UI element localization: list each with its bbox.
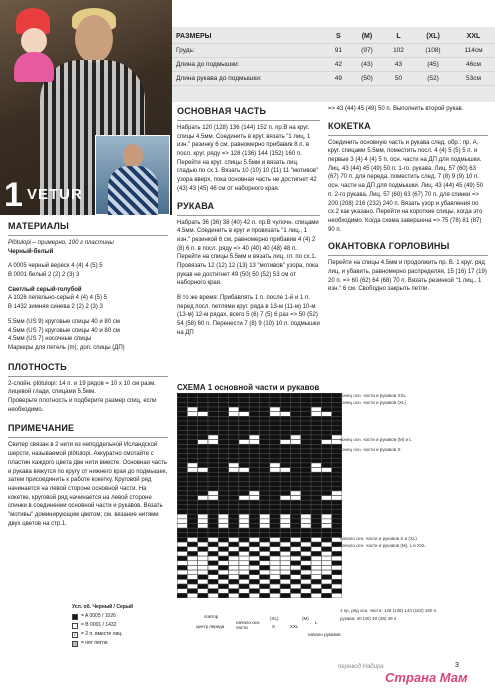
black-white-a: A 0005 черный вереск 4 (4) 4 (5) 5 (8, 263, 103, 270)
chart-cell-white (198, 412, 208, 416)
chart-cell-white (219, 580, 229, 584)
chart-cell-white (219, 552, 229, 556)
label-s-xl-start: начало осн. части и рукавов S и (XL) (340, 536, 417, 541)
chart-cell-white (239, 552, 249, 556)
chart-cell-white (270, 407, 280, 411)
body-text: Набрать 120 (128) 136 (144) 152 п. пр.В на круг. спицы 4.5мм. Соединить в круг, вязать "1 лиц, 1 изн." резинку 6 см, равномерно прибавив 8 п. в посл. круг. ряду => 128 (136) 144 (152) 160 п. Перейти на круг. спицы 5.5мм и вязать лиц. гладью по сх.1. Вязать 10 (10) 10 (11) 11 "мотивов" узора вверх, пока основная часть не достигнет 42 (43) 43 (45) 46 см от наборного края. (177, 125, 319, 192)
legend-item: / = 2 п. вместе лиц. (72, 630, 172, 639)
chart-cell-white (291, 538, 301, 542)
chart-cell-white (280, 561, 290, 565)
logo-doll-icon (4, 8, 66, 86)
chart-cell-white (280, 519, 290, 523)
chart-cell-white (249, 440, 259, 444)
neck-heading: ОКАНТОВКА ГОРЛОВИНЫ (328, 240, 488, 256)
chart-cell-white (198, 566, 208, 570)
chart-cell-white (177, 524, 187, 528)
legend-swatch-black (72, 614, 78, 620)
chart-cell-white (301, 561, 311, 565)
chart-cell-white (270, 594, 280, 598)
chart-cell-white (311, 463, 321, 467)
label-body-start: начало осн. части (236, 620, 261, 630)
chart-cell-white (291, 435, 301, 439)
chart-cell-white (322, 566, 332, 570)
chart-cell-white (280, 468, 290, 472)
chart-cell-white (311, 575, 321, 579)
model-head (75, 15, 113, 63)
chart-cell-white (291, 584, 301, 588)
chart-cell-white (198, 440, 208, 444)
chart-cell-white (249, 538, 259, 542)
table-row: Длина рукава до подмышки: 49 (50) 50 (52) 53см (172, 72, 495, 86)
markers: Маркеры для петель (m); доп. спицы (ДП) (8, 344, 125, 351)
chart-cell-white (219, 589, 229, 593)
chart-cell-white (208, 435, 218, 439)
chart-cell-white (301, 514, 311, 518)
black-white-title: Черный-белый (8, 248, 54, 255)
chart-cell-white (208, 575, 218, 579)
sleeve-continued: => 43 (44) 45 (49) 50 п. Выполнить второй рукав. (328, 106, 464, 112)
density-text: 2-слойн. plötulopi: 14 п. и 19 рядов = 10 х 10 см разм. лицевой глади, спицами 5.5мм. (8, 380, 156, 396)
chart-cell-white (239, 524, 249, 528)
chart-cell-white (229, 561, 239, 565)
chart-cell-white (188, 412, 198, 416)
chart-cell-white (229, 570, 239, 574)
chart-cell-white (311, 556, 321, 560)
pattern-number: 1 (4, 176, 23, 214)
chart-cell-white (280, 566, 290, 570)
label-m-l-xxl-start: начало осн. части и рукавов (M), L и XXL (340, 543, 426, 548)
label-m: (M) (302, 616, 309, 621)
chart-cell-white (301, 580, 311, 584)
chart-cell-white (301, 552, 311, 556)
chart-cell-white (249, 496, 259, 500)
chart-cell-white (208, 491, 218, 495)
chart-cell-white (270, 584, 280, 588)
label-m-l-end: конец осн. части и рукавов (M) и L (340, 437, 412, 442)
chart-cell-white (322, 519, 332, 523)
yoke-heading: КОКЕТКА (328, 120, 488, 136)
chart-cell-white (208, 566, 218, 570)
chart-cell-white (208, 496, 218, 500)
chart-cell-white (260, 524, 270, 528)
chart-cell-white (291, 566, 301, 570)
chart-cell-white (260, 552, 270, 556)
body-heading: ОСНОВНАЯ ЧАСТЬ (177, 105, 320, 121)
chart-cell-white (332, 566, 342, 570)
chart-cell-white (260, 561, 270, 565)
chart-cell-white (270, 570, 280, 574)
chart-cell-white (270, 561, 280, 565)
chart-cell-white (280, 514, 290, 518)
chart-cell-white (188, 407, 198, 411)
chart-cell-white (322, 496, 332, 500)
chart-cell-white (311, 468, 321, 472)
chart-cell-white (311, 547, 321, 551)
chart-cell-white (229, 468, 239, 472)
chart-cell-white (229, 575, 239, 579)
chart-cell-white (249, 547, 259, 551)
chart-cell-white (270, 538, 280, 542)
chart-cell-white (229, 412, 239, 416)
chart-cell-white (291, 575, 301, 579)
right-column (328, 105, 488, 294)
size-table (172, 27, 495, 102)
chart-cell-white (208, 584, 218, 588)
density-note: Проверьте плотность и подберите размер спиц, если необходимо. (8, 398, 157, 413)
chart-cell-white (249, 556, 259, 560)
grey-blue-b: B 1432 зимняя синева 2 (2) 2 (3) 3 (8, 304, 103, 311)
translator-watermark: перевод Надира (338, 664, 384, 670)
chart-cell-white (188, 538, 198, 542)
chart-cell-white (280, 589, 290, 593)
chart-cell-white (270, 547, 280, 551)
chart-cell-white (332, 575, 342, 579)
legend-item: = A 0005 / 1026 (72, 612, 172, 621)
chart-cell-white (260, 589, 270, 593)
label-xl: (XL) (270, 616, 279, 621)
chart-cell-white (249, 594, 259, 598)
chart-cell-white (270, 468, 280, 472)
chart-cell-white (332, 496, 342, 500)
chart-cell-white (291, 491, 301, 495)
chart-cell-white (208, 594, 218, 598)
chart-cell-white (291, 440, 301, 444)
chart-cell-white (198, 468, 208, 472)
inset-photo (95, 135, 170, 215)
chart-cell-white (291, 547, 301, 551)
note-text: Свитер связан в 2 нити из неподдельной Исландской шерсти, называемой plötulopi. Аккуратно смотайте с пластин каждого цвета две нити вместе. Основная часть и рукава вяжутся по кругу от нижнего края до подмышек, затем присоединить к работе кокетку. Круговой ряд начинается на левой стороне основной части. На кокетке, круговой ряд начинается на левой стороне спинки в соединении основной части и рукавов. Вязать "мотивы" доминирующим цветом; см. вязание нитями двух цветов на стр.1. (8, 442, 168, 527)
density-heading: ПЛОТНОСТЬ (8, 361, 168, 377)
chart-cell-white (322, 468, 332, 472)
chart-cell-white (249, 584, 259, 588)
sleeve-text: Набрать 36 (36) 38 (40) 42 п. пр.В чулочн. спицами 4.5мм. Соединить в круг и провязать "1 лиц., 1 изн." резинкой 6 см, равномерно прибавив 4 (4) 2 (8) 6 п. в посл. ряду => 40 (40) 40 (48) 48 п. Перейти на спицы 5.5мм и вязать лиц. гл. по сх.1. Провязать 12 (12) 12 (13) 13 "мотивов" узора, пока рукав не достигнет 49 (50) 50 (52) 53 см от наборного края. (177, 219, 319, 287)
chart-cell-white (260, 570, 270, 574)
chart-cell-white (270, 575, 280, 579)
chart-cell-white (280, 496, 290, 500)
chart-cell-white (219, 519, 229, 523)
chart-cell-white (249, 435, 259, 439)
chart-cell-white (219, 514, 229, 518)
chart-cell-white (291, 556, 301, 560)
chart-cell-white (270, 412, 280, 416)
chart-cell-white (229, 556, 239, 560)
chart-cell-white (260, 519, 270, 523)
yoke-text: Соединить основную часть и рукава след. обр.: пр. А, круг. спицами 5.5мм, поместить посл. 4 (4) 5 (5) 5 п. и первые 3 (4) 4 (4) 5 п. осн. части на ДП для подмышки. Лиц. 43 (44) 45 (49) 50 п. 1-го. рукава. Лиц. 57 (60) 63 (67) 70 п. для переда, поместить след. 7 (8) 9 (9) 10 п. осн. части на ДП для подмышки. Лиц. 43 (44) 45 (49) 50 п. 2-го рукава. Лиц. 57 (60) 63 (67) 70 п. для спинки => 200 (208) 216 (232) 240 п. Вязать узор и убавления по сх.2 как указано. Перейти на короткие спицы, когда это необходимо. Когда схема завершена => 75 (78) 81 (87) 90 п. (328, 139, 484, 233)
chart-cell-white (239, 440, 249, 444)
chart-cell-white (208, 538, 218, 542)
chart-cell-white (188, 556, 198, 560)
chart-cell-white (311, 407, 321, 411)
chart-cell-white (188, 570, 198, 574)
chart-cell-white (177, 561, 187, 565)
chart-cell-white (311, 594, 321, 598)
chart-cell-white (280, 570, 290, 574)
legend-swatch-no-stitch (72, 641, 78, 647)
chart-cell-white (291, 496, 301, 500)
grey-blue-a: A 1026 пепельно-серый 4 (4) 4 (5) 5 (8, 295, 107, 302)
left-column (8, 220, 168, 528)
chart-cell-white (208, 547, 218, 551)
chart-cell-white (219, 542, 229, 546)
sleeve-increase-text: В то же время: Прибавлять 1 п. после 1-й и 1 п. перед посл. петлями круг. ряда в 13-м (11-м) 10-м (13-м) 12-м рядах, всего 5 (6) 7 (5) 6 раз => 50 (52) 54 (58) 60 п. Перенести 7 (8) 9 (10) 10 п. подмышки на ДП (177, 295, 320, 336)
chart-cell-white (311, 538, 321, 542)
chart-cell-white (198, 542, 208, 546)
chart-cell-white (188, 584, 198, 588)
black-white-b: B 0001 белый 2 (2) 2 (3) 3 (8, 272, 80, 279)
chart-cell-white (208, 440, 218, 444)
label-sleeves: рукава: 40 (40) 40 (48) 48 п. (340, 616, 398, 621)
chart-cell-white (229, 594, 239, 598)
chart-cell-white (301, 519, 311, 523)
chart-cell-white (332, 491, 342, 495)
chart-cell-white (239, 561, 249, 565)
chart-cell-white (280, 440, 290, 444)
chart-cell-white (311, 561, 321, 565)
chart-cell-white (322, 589, 332, 593)
chart-cell-white (219, 570, 229, 574)
chart-cell-white (239, 566, 249, 570)
chart-cell-white (301, 542, 311, 546)
chart-cell-white (198, 580, 208, 584)
inset-sweater (108, 166, 158, 215)
size-table-header: РАЗМЕРЫ S (M) L (XL) XXL (172, 27, 495, 44)
chart-cell-white (198, 514, 208, 518)
chart-cell-white (239, 412, 249, 416)
chart-cell-white (249, 575, 259, 579)
label-xxl-end: конец осн. части и рукавов XXL (340, 393, 407, 398)
chart-cell-white (322, 514, 332, 518)
chart-cell-white (280, 412, 290, 416)
chart-cell-white (239, 556, 249, 560)
legend-swatch-white (72, 623, 78, 629)
cover-photo (0, 0, 172, 215)
chart-cell-white (280, 542, 290, 546)
chart-cell-white (198, 589, 208, 593)
chart-cell-white (188, 575, 198, 579)
chart-cell-white (260, 580, 270, 584)
chart-cell-white (239, 580, 249, 584)
table-row: Длина до подмышки: 42 (43) 43 (45) 46см (172, 58, 495, 72)
chart-cell-white (291, 594, 301, 598)
chart-cell-white (332, 594, 342, 598)
needle-3: 4.5мм (US 7) носочные спицы (8, 336, 92, 343)
chart-cell-white (322, 561, 332, 565)
chart-cell-white (270, 556, 280, 560)
chart-cell-white (270, 566, 280, 570)
chart-cell-white (301, 589, 311, 593)
label-s: S (272, 624, 276, 629)
chart-cell-white (311, 412, 321, 416)
label-front-center: центр переда (196, 624, 225, 629)
legend-swatch-k2tog: / (72, 632, 78, 638)
chart-cell-white (239, 496, 249, 500)
sleeve-heading: РУКАВА (177, 200, 320, 216)
pattern-name: VETUR (27, 186, 83, 203)
chart-cell-white (219, 524, 229, 528)
note-heading: ПРИМЕЧАНИЕ (8, 422, 168, 438)
chart-cell-white (229, 538, 239, 542)
label-repeat: повтор (204, 614, 219, 619)
neck-text: Перейти на спицы 4.5мм и продолжить пр. В. 1 круг. ряд лиц, и убавить, равномерно распределяя, 15 (16) 17 (19) 20 п. => 60 (62) 64 (68) 70 п. Вязать резинкой "1 лиц., 1 изн." 6 см. Свободно закрыть петли. (328, 260, 487, 293)
chart-cell-white (198, 561, 208, 565)
chart-cell-white (188, 547, 198, 551)
chart-cell-white (198, 496, 208, 500)
chart-cell-white (239, 519, 249, 523)
chart-cell-white (198, 570, 208, 574)
chart-cell-white (239, 542, 249, 546)
chart-cell-white (177, 519, 187, 523)
needle-2: 4.5мм (US 7) круговые спицы 40 и 80 см (8, 327, 120, 334)
chart-cell-white (322, 570, 332, 574)
chart-cell-white (177, 589, 187, 593)
label-xxl: XXL (290, 624, 299, 629)
chart-cell-white (322, 556, 332, 560)
chart-cell-white (188, 594, 198, 598)
chart-cell-white (280, 580, 290, 584)
chart-cell-white (322, 440, 332, 444)
grey-blue-title: Светлый серый-голубой (8, 286, 82, 293)
chart-cell-white (177, 570, 187, 574)
label-first-row: 1 пр. ряд осн. части: 128 (136) 144 (152) 160 п. (340, 608, 438, 613)
chart-cell-white (322, 542, 332, 546)
inset-head (123, 144, 143, 168)
chart-cell-white (311, 566, 321, 570)
chart-cell-white (177, 552, 187, 556)
chart-cell-white (198, 552, 208, 556)
needle-1: 5.5мм (US 9) круговые спицы 40 и 80 см (8, 318, 120, 325)
chart-cell-white (280, 552, 290, 556)
chart-title: СХЕМА 1 основной части и рукавов (177, 383, 320, 392)
chart-cell-white (188, 561, 198, 565)
chart-cell-white (332, 556, 342, 560)
site-watermark: Страна Мам (385, 670, 468, 685)
chart-cell-white (198, 519, 208, 523)
label-l: L (315, 620, 318, 625)
chart-cell-white (198, 556, 208, 560)
chart-cell-white (177, 580, 187, 584)
chart-cell-white (239, 589, 249, 593)
chart-cell-white (322, 552, 332, 556)
chart-cell-white (301, 570, 311, 574)
chart-cell-white (239, 514, 249, 518)
yarn-line: Plötulopi – примерно, 100 г пластины (8, 240, 114, 247)
chart-cell-white (332, 584, 342, 588)
chart-cell-white (311, 570, 321, 574)
label-xl-end: конец осн. части и рукавов (XL) (340, 400, 407, 405)
chart-cell-white (280, 524, 290, 528)
knitting-chart (177, 393, 342, 598)
chart-cell-white (270, 463, 280, 467)
legend-item: = B 0001 / 1432 (72, 621, 172, 630)
chart-cell-white (229, 566, 239, 570)
chart-cell-white (229, 463, 239, 467)
chart-cell-white (229, 407, 239, 411)
label-s-end: конец осн. части и рукавов S (340, 447, 401, 452)
middle-column (177, 105, 320, 338)
chart-cell-white (301, 524, 311, 528)
chart-legend (72, 603, 172, 648)
page-number: 3 (455, 662, 459, 669)
chart-cell-white (322, 524, 332, 528)
chart-cell-white (188, 468, 198, 472)
chart-cell-white (177, 542, 187, 546)
chart-cell-white (260, 542, 270, 546)
chart-cell-white (229, 584, 239, 588)
chart-cell-white (188, 566, 198, 570)
chart-cell-white (322, 580, 332, 584)
chart-cell-white (188, 463, 198, 467)
chart-grid (177, 393, 342, 598)
chart-cell-white (198, 524, 208, 528)
legend-title: Усл. об. Черный / Серый (72, 604, 134, 610)
chart-cell-white (229, 547, 239, 551)
materials-heading: МАТЕРИАЛЫ (8, 220, 168, 236)
chart-cell-white (177, 514, 187, 518)
chart-cell-white (311, 584, 321, 588)
chart-cell-white (219, 561, 229, 565)
chart-cell-white (260, 514, 270, 518)
label-sleeve-start: начало рукавов (308, 632, 341, 637)
chart-cell-white (249, 566, 259, 570)
legend-item: = нет петли (72, 639, 172, 648)
chart-cell-white (322, 412, 332, 416)
chart-cell-white (239, 468, 249, 472)
chart-cell-white (249, 491, 259, 495)
table-row: Грудь: 91 (97) 102 (108) 114см (172, 44, 495, 58)
chart-cell-white (280, 556, 290, 560)
chart-cell-white (239, 570, 249, 574)
chart-cell-white (208, 556, 218, 560)
